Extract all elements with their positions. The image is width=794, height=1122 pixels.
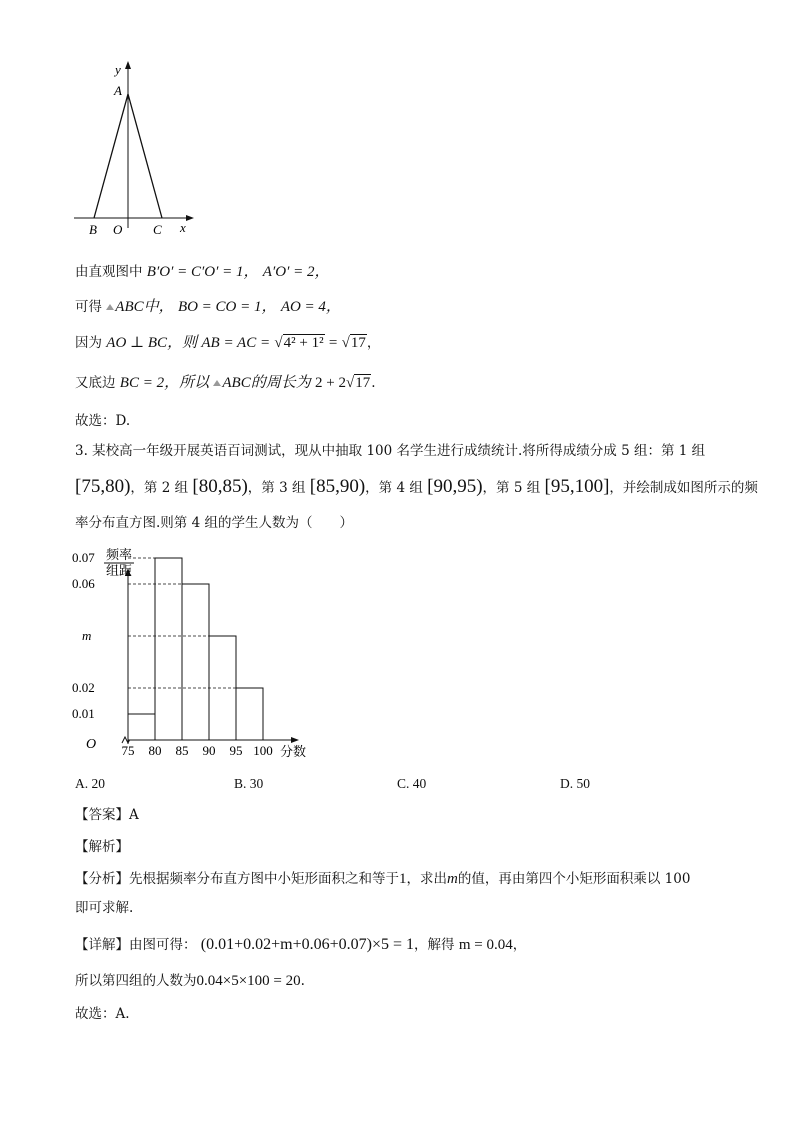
triangle-symbol-icon — [106, 304, 114, 310]
interval-3: [85,90) — [309, 476, 366, 497]
solution-line-2: 可得 ABC中， BO = CO = 1， AO = 4， — [75, 299, 341, 315]
option-d[interactable]: D. 50 — [560, 776, 590, 791]
origin-label: O — [86, 737, 97, 752]
side-ab — [94, 94, 128, 218]
x-tick-label: 75 — [121, 743, 135, 758]
solution-line-3: 因为 AO ⊥ BC，则 AB = AC = √4² + 1² = √17， — [75, 335, 381, 351]
interval-5: [95,100] — [544, 476, 610, 497]
y-axis-label: y — [115, 62, 121, 77]
y-tick-label: 0.07 — [72, 550, 95, 565]
answer-line: 【答案】A — [75, 807, 139, 823]
point-c-label: C — [153, 222, 162, 237]
side-ac — [128, 94, 162, 218]
fenxi-line-1: 【分析】先根据频率分布直方图中小矩形面积之和等于1，求出m的值，再由第四个小矩形面积乘以 100 — [75, 871, 691, 887]
question-3-line-2: [75,80)，第 2 组 [80,85)，第 3 组 [85,90)，第 4 组 [90,95)，第 5 组 [95,100]，并绘制成如图所示的频 — [75, 476, 758, 497]
interval-1: [75,80) — [75, 476, 131, 497]
fenxi-line-2: 即可求解. — [75, 900, 134, 916]
point-b-label: B — [89, 222, 97, 237]
histogram-bar — [155, 558, 182, 740]
solution-line-4: 又底边 BC = 2，所以 ABC的周长为 2 + 2√17. — [75, 375, 376, 391]
x-axis-label: 分数 — [280, 744, 307, 759]
solution-line-1: 由直观图中 B′O′ = C′O′ = 1， A′O′ = 2， — [75, 264, 330, 280]
x-tick-label: 90 — [202, 743, 216, 758]
histogram-bar — [182, 584, 209, 740]
x-axis-arrow — [186, 215, 194, 221]
triangle-symbol-icon — [213, 380, 221, 386]
x-tick-label: 100 — [253, 743, 273, 758]
y-tick-label: 0.06 — [72, 576, 95, 591]
result-line: 所以第四组的人数为0.04×5×100 = 20. — [75, 973, 305, 989]
triangle-figure — [70, 58, 200, 238]
interval-4: [90,95) — [427, 476, 483, 497]
interval-2: [80,85) — [192, 476, 248, 497]
y-tick-label: m — [82, 628, 92, 643]
histogram-chart — [70, 544, 320, 760]
question-3-line-1: 3. 某校高一年级开展英语百词测试，现从中抽取 100 名学生进行成绩统计.将所得成绩分成 5 组：第 1 组 — [75, 443, 706, 459]
y-tick-label: 0.02 — [72, 680, 95, 695]
histogram-bar — [236, 688, 263, 740]
question-3-line-3: 率分布直方图.则第 4 组的学生人数为（ ） — [75, 515, 353, 531]
x-tick-label: 95 — [229, 743, 243, 758]
x-tick-label: 85 — [175, 743, 189, 758]
option-b[interactable]: B. 30 — [234, 776, 264, 791]
y-axis-arrow — [125, 61, 131, 69]
y-label-top: 频率 — [106, 547, 133, 562]
detail-line: 【详解】由图可得： (0.01+0.02+m+0.06+0.07)×5 = 1，解得 m = 0.04， — [75, 936, 527, 953]
solution-answer-line: 故选：D. — [75, 413, 131, 429]
analysis-title: 【解析】 — [75, 839, 129, 855]
option-a[interactable]: A. 20 — [75, 776, 105, 791]
y-tick-label: 0.01 — [72, 706, 95, 721]
x-tick-label: 80 — [148, 743, 162, 758]
option-c[interactable]: C. 40 — [397, 776, 427, 791]
final-answer-line: 故选：A. — [75, 1006, 130, 1022]
x-axis-label: x — [180, 220, 186, 235]
point-a-label: A — [114, 83, 122, 98]
y-label-bottom: 组距 — [106, 563, 133, 578]
point-o-label: O — [113, 222, 123, 237]
histogram-bar — [128, 714, 155, 740]
x-axis-arrow — [291, 737, 299, 743]
